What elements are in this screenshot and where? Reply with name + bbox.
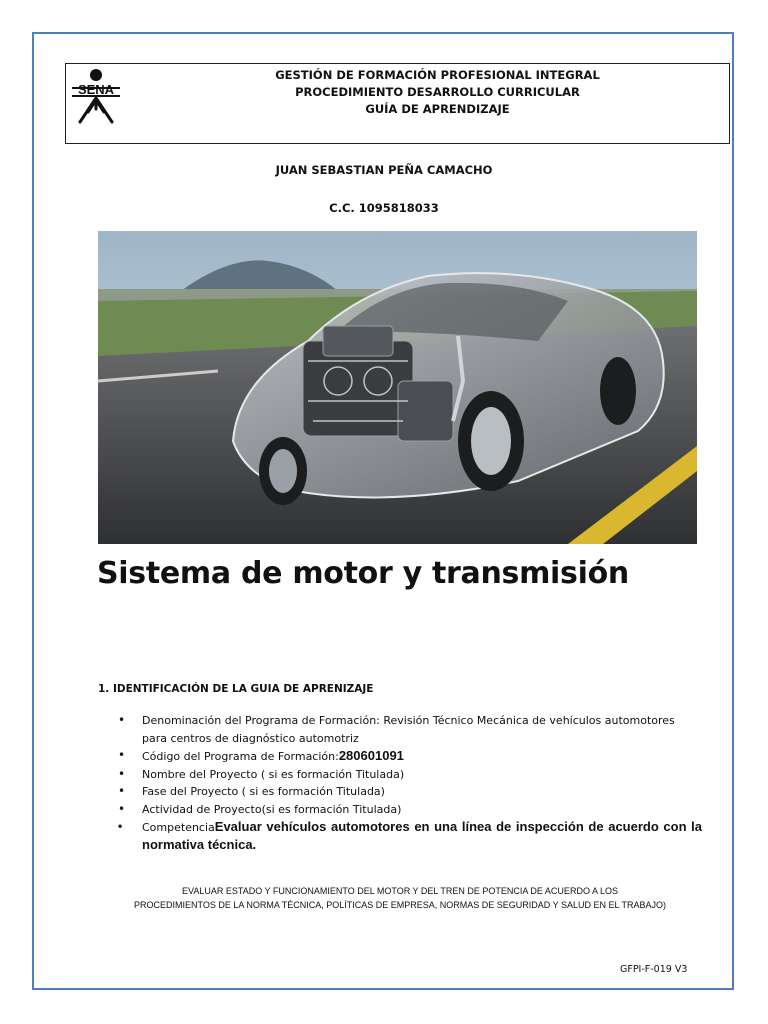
id-number: C.C. 1095818033 — [329, 201, 439, 215]
document-header — [65, 63, 730, 144]
section-heading: 1. IDENTIFICACIÓN DE LA GUIA DE APRENIZAJE — [98, 683, 374, 695]
item-label: Código del Programa de Formación: — [142, 750, 339, 763]
sena-logo-text: SENA — [77, 82, 115, 97]
header-line-3: GUÍA DE APRENDIZAJE — [365, 102, 510, 116]
form-code: GFPI-F-019 V3 — [620, 964, 688, 975]
item-label: Competencia — [142, 821, 215, 834]
learning-result-note — [100, 884, 700, 912]
list-item-program-name — [118, 712, 702, 747]
list-item-competence — [118, 818, 702, 853]
header-line-2: PROCEDIMIENTO DESARROLLO CURRICULAR — [295, 85, 580, 99]
item-label: Nombre del Proyecto ( si es formación Titulada) — [142, 767, 405, 781]
cover-photo-car-xray — [98, 231, 697, 544]
item-label: Fase del Proyecto ( si es formación Titulada) — [142, 785, 385, 798]
item-label: Actividad de Proyecto(si es formación Titulada) — [142, 802, 402, 816]
note-line-2: PROCEDIMIENTOS DE LA NORMA TÉCNICA, POLÍTICAS DE EMPRESA, NORMAS DE SEGURIDAD Y SALUD EN EL TRABAJO) — [134, 900, 666, 910]
document-title: Sistema de motor y transmisión — [97, 556, 629, 591]
sena-logo — [68, 67, 124, 125]
list-item-project-name — [118, 766, 702, 784]
note-line-1: EVALUAR ESTADO Y FUNCIONAMIENTO DEL MOTOR Y DEL TREN DE POTENCIA DE ACUERDO A LOS — [182, 886, 618, 896]
competence-value: Evaluar vehículos automotores en una línea de inspección de acuerdo con la normativa técnica. — [142, 819, 702, 852]
author-name: JUAN SEBASTIAN PEÑA CAMACHO — [275, 163, 493, 177]
item-label: Denominación del Programa de Formación: Revisión Técnico Mecánica de vehículos automotores para centros de diagnóstico automotriz — [142, 714, 675, 745]
header-line-1: GESTIÓN DE FORMACIÓN PROFESIONAL INTEGRAL — [275, 68, 600, 82]
list-item-project-activity — [118, 801, 702, 819]
program-code-value: 280601091 — [338, 748, 404, 763]
identification-list — [118, 712, 702, 853]
list-item-project-phase — [118, 783, 702, 801]
list-item-program-code — [118, 747, 702, 766]
